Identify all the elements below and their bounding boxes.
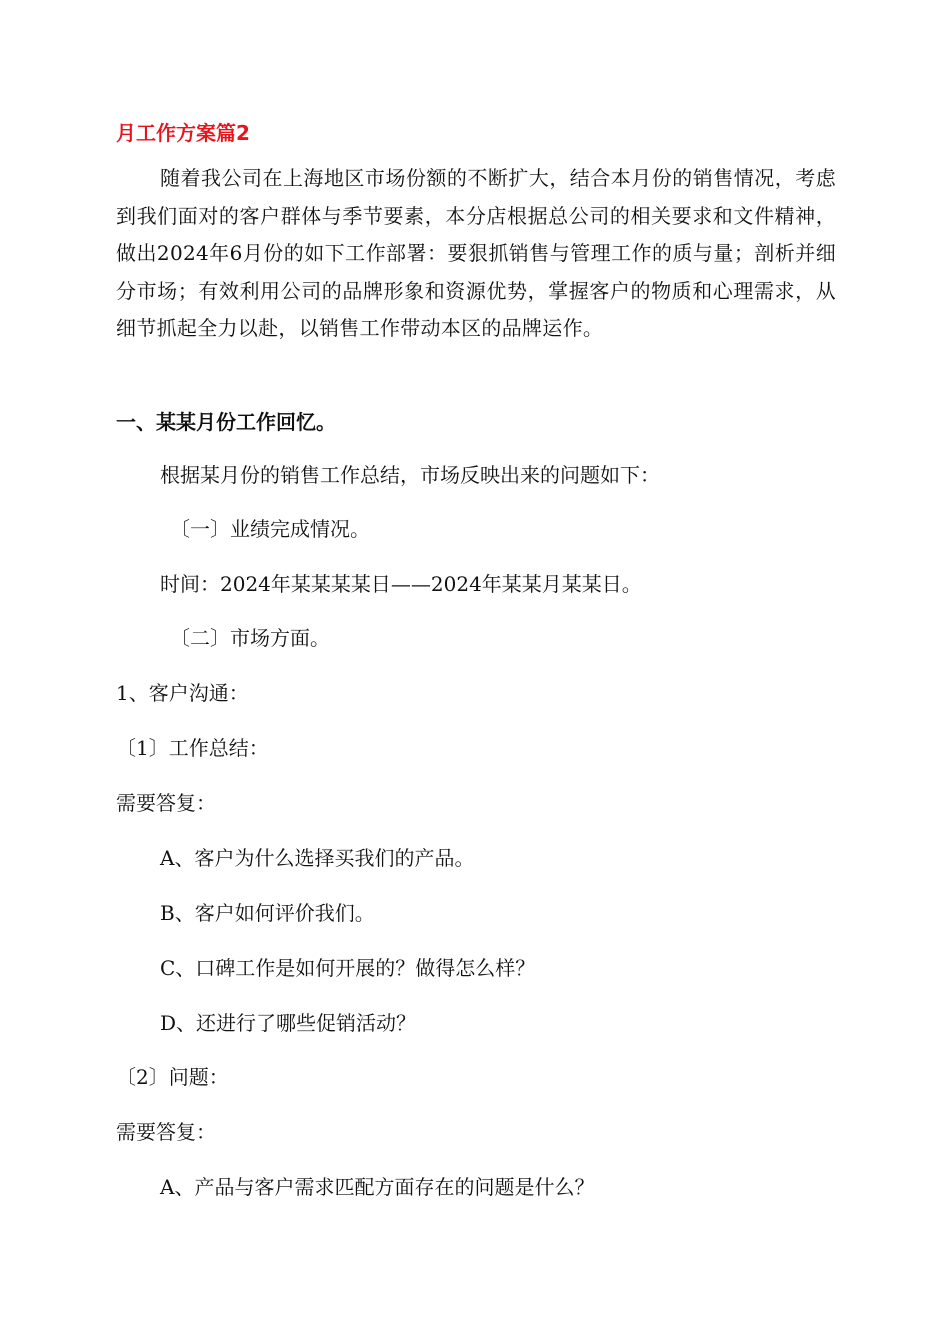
- sub1-heading: 〔一〕业绩完成情况。: [170, 517, 370, 541]
- sub2-heading: 〔二〕市场方面。: [170, 626, 330, 650]
- item1-1-heading: 〔1〕工作总结：: [116, 736, 269, 760]
- document-title: 月工作方案篇2: [116, 121, 250, 145]
- section1-heading: 一、某某月份工作回忆。: [116, 410, 336, 434]
- time-line: 时间：2024年某某某某日——2024年某某月某某日。: [160, 572, 642, 596]
- answer-label-2: 需要答复：: [116, 1120, 216, 1144]
- intro-paragraph: 随着我公司在上海地区市场份额的不断扩大，结合本月份的销售情况，考虑到我们面对的客户群体与季节要素，本分店根据总公司的相关要求和文件精神，做出2024年6月份的如下工作部署：要狠抓销售与管理工作的质与量；剖析并细分市场；有效利用公司的品牌形象和资源优势，掌握客户的物质和心理需求，从细节抓起全力以赴，以销售工作带动本区的品牌运作。: [116, 166, 836, 341]
- question-a-2: A、产品与客户需求匹配方面存在的问题是什么？: [160, 1175, 595, 1199]
- question-d-1: D、还进行了哪些促销活动？: [160, 1011, 417, 1035]
- question-a-1: A、客户为什么选择买我们的产品。: [160, 846, 475, 870]
- question-c-1: C、口碑工作是如何开展的？做得怎么样？: [160, 956, 536, 980]
- item1-2-heading: 〔2〕问题：: [116, 1065, 229, 1089]
- question-b-1: B、客户如何评价我们。: [160, 901, 375, 925]
- answer-label-1: 需要答复：: [116, 791, 216, 815]
- section1-intro: 根据某月份的销售工作总结，市场反映出来的问题如下：: [160, 463, 660, 487]
- item1-heading: 1、客户沟通：: [116, 681, 249, 705]
